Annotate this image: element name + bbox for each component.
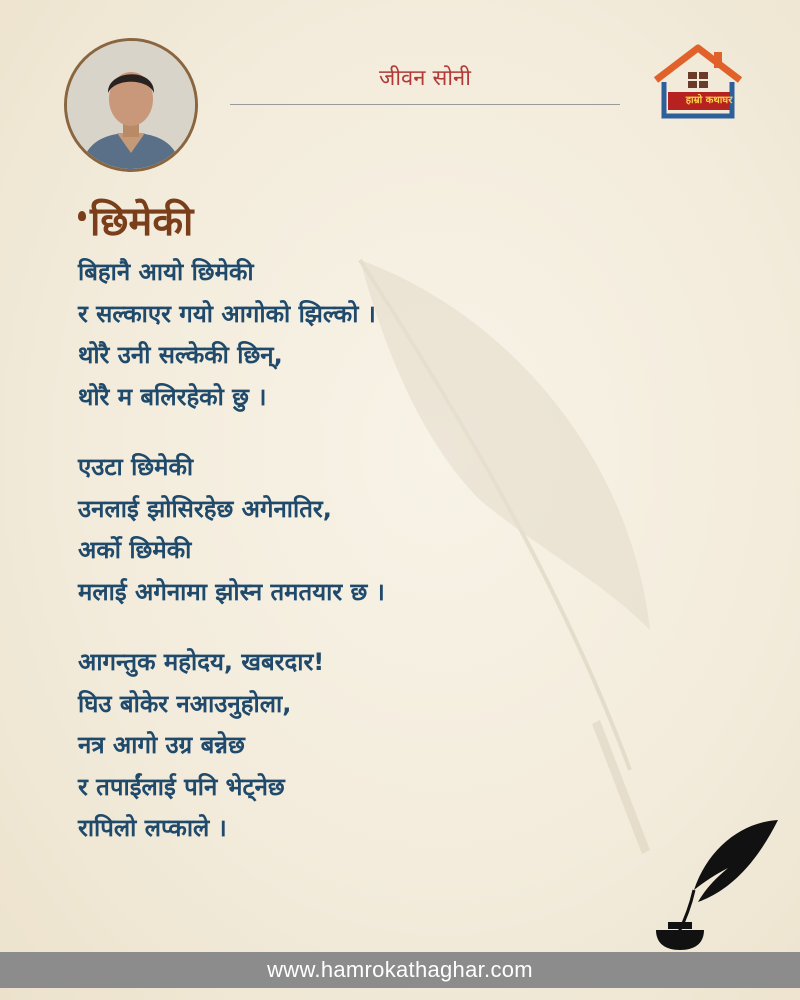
stanza (78, 642, 385, 850)
poem-line: एउटा छिमेकी (78, 453, 194, 481)
footer-url[interactable]: www.hamrokathaghar.com (0, 952, 800, 988)
poem-line: मलाई अगेनामा झोस्न तमतयार छ । (78, 577, 385, 606)
stanza (78, 252, 385, 418)
house-icon (648, 42, 748, 122)
person-photo-icon (67, 41, 195, 169)
poem-line: बिहानै आयो छिमेकी (78, 258, 254, 286)
poem-line: घिउ बोकेर नआउनुहोला, (78, 689, 292, 718)
stanza (78, 447, 385, 613)
poem-line: र सल्काएर गयो आगोको झिल्को । (78, 299, 376, 328)
quill-inkpot-icon (650, 812, 790, 952)
poem-title-text: छिमेकी (90, 199, 194, 245)
poem-line: उनलाई झोसिरहेछ अगेनातिर, (78, 494, 332, 523)
poem-line: थोरै उनी सल्केकी छिन्, (78, 341, 283, 369)
title-bullet (78, 211, 86, 221)
poem-line: रापिलो लप्काले । (78, 814, 227, 842)
poem-line: अर्को छिमेकी (78, 536, 192, 564)
poem-line: नत्र आगो उग्र बन्नेछ (78, 731, 245, 759)
poem-line: र तपाईंलाई पनि भेट्नेछ (78, 772, 285, 801)
poem-title (78, 192, 193, 247)
poem-body (78, 252, 385, 879)
author-avatar (64, 38, 198, 172)
poem-line: थोरै म बलिरहेको छु । (78, 382, 267, 411)
poem-line: आगन्तुक महोदय, खबरदार! (78, 648, 325, 676)
logo-text: हाम्रो कथाघर (685, 95, 733, 106)
author-name: जीवन सोनी (379, 66, 471, 91)
divider (230, 104, 620, 105)
